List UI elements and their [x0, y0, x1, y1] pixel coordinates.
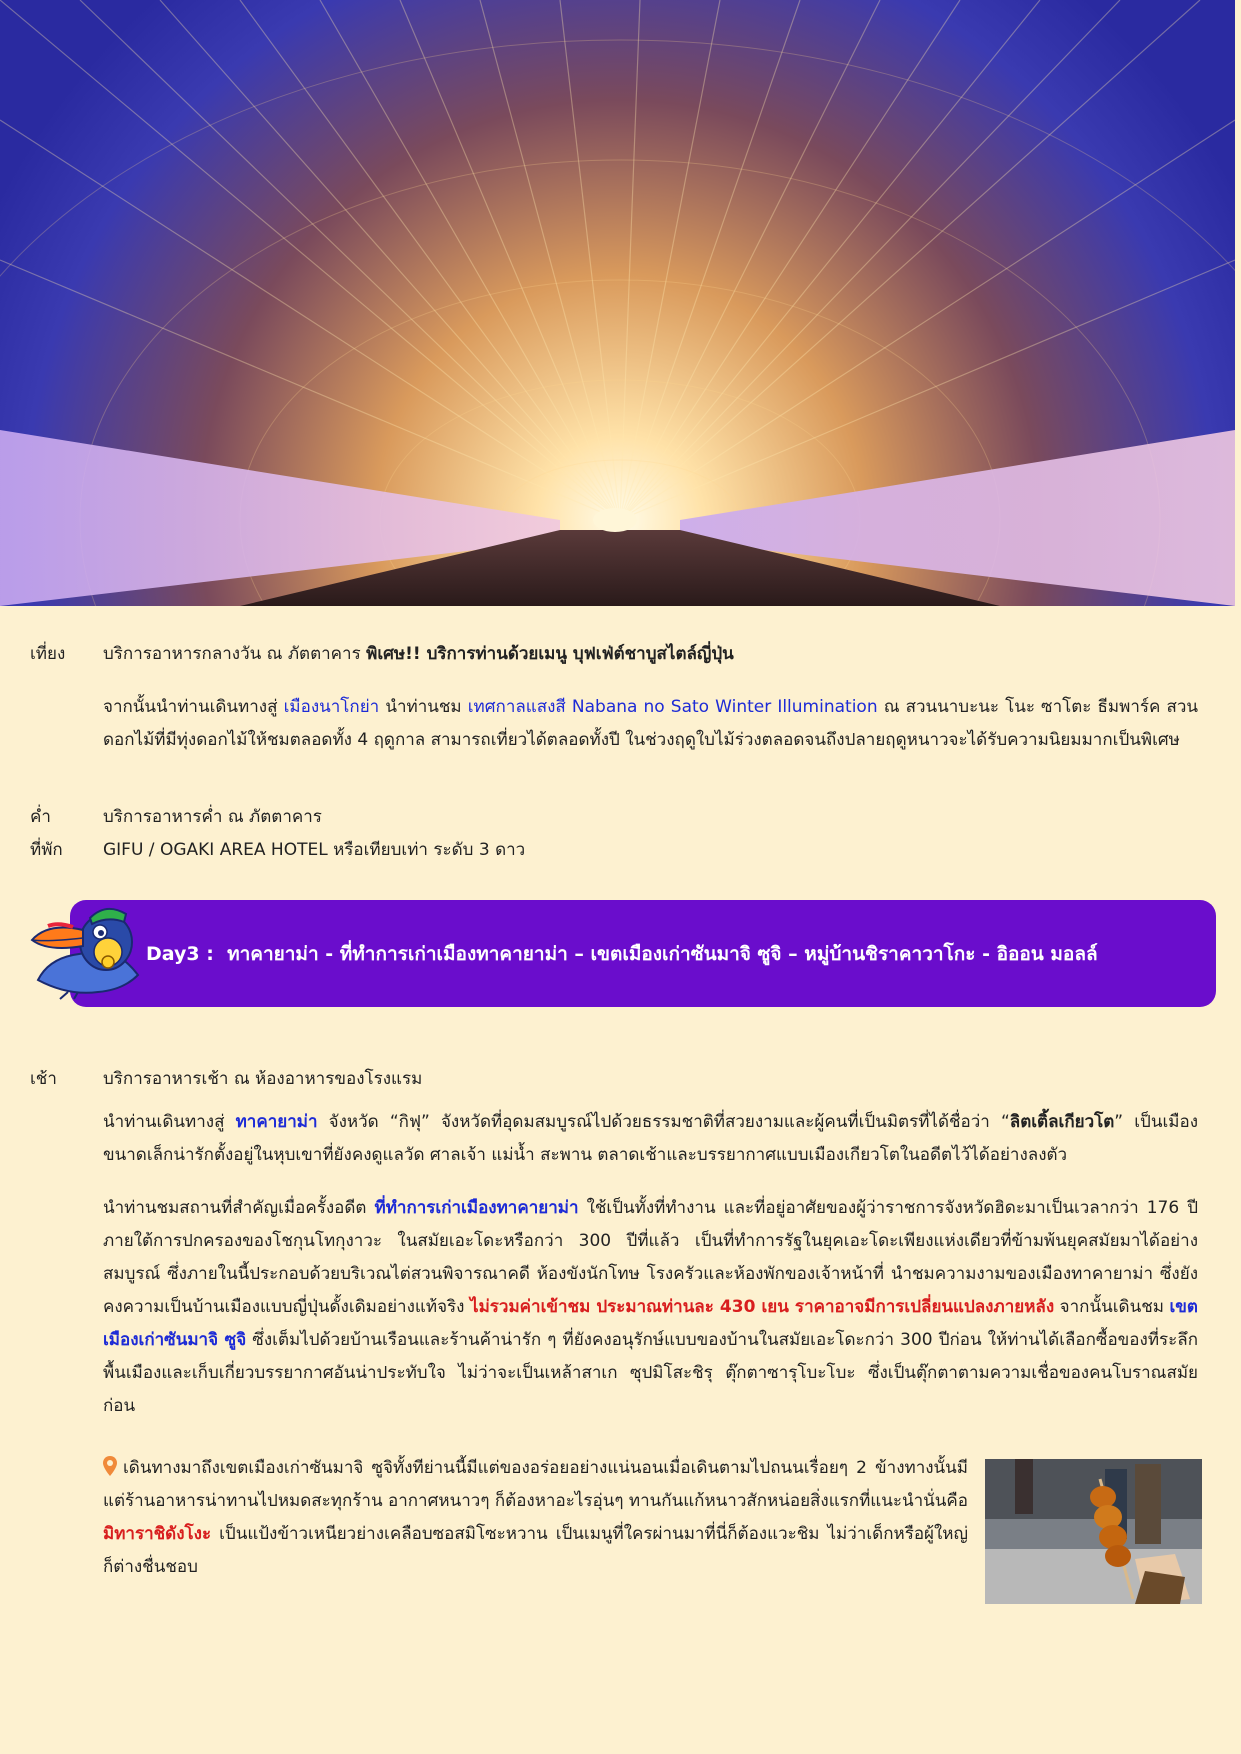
entrance-fee-warning: ไม่รวมค่าเข้าชม ประมาณท่านละ 430 เยน ราคาอาจมีการเปลี่ยนแปลงภายหลัง [470, 1297, 1055, 1317]
dinner-text: บริการอาหารค่ำ ณ ภัตตาคาร [103, 807, 322, 827]
nabana-illumination-link: เทศกาลแสงสี Nabana no Sato Winter Illumination [467, 697, 878, 717]
hotel-label: ที่พัก [30, 840, 63, 860]
takayama-link: ทาคายาม่า [235, 1112, 318, 1132]
sanmachi-suji-link: เขตเมืองเก่าซันมาจิ ซูจิ [103, 1297, 1198, 1350]
jinya-paragraph: นำท่านชมสถานที่สำคัญเมื่อครั้งอดีต ที่ทำการเก่าเมืองทาคายาม่า ใช้เป็นทั้งที่ทำงาน และที่อยู่อาศัยของผู้ว่าราชการจังหวัดฮิดะมาเป็นเวลากว่า 176 ปี ภายใต้การปกครองของโชกุนโทกุงาวะ ในสมัยเอะโดะหรือกว่า 300 ปีที่แล้ว เป็นที่ทำการรัฐในยุคเอะโดะเพียงแห่งเดียวที่ข้ามพ้นยุคสมัยมาได้อย่างสมบูรณ์ ซึ่งภายในนี้ประกอบด้วยบริเวณไต่สวนพิจารณาคดี ห้องขังนักโทษ โรงครัวและห้องพักของเจ้าหน้าที่ นำชมความงามของเมืองทาคายาม่า ซึ่งยังคงความเป็นบ้านเมืองแบบญี่ปุ่นดั้งเดิมอย่างแท้จริง ไม่รวมค่าเข้าชม ประมาณท่านละ 430 เยน ราคาอาจมีการเปลี่ยนแปลงภายหลัง จากนั้นเดินชม เขตเมืองเก่าซันมาจิ ซูจิ ซึ่งเต็มไปด้วยบ้านเรือนและร้านค้าน่ารัก ๆ ที่ยังคงอนุรักษ์แบบของบ้านในสมัยเอะโดะกว่า 300 ปีก่อน ให้ท่านได้เลือกซื้อของที่ระลึกพื้นเมืองและเก็บเกี่ยวบรรยากาศอันน่าประทับใจ ไม่ว่าจะเป็นเหล้าสาเก ซุปมิโสะชิรุ ตุ๊กตาซารุโบะโบะ ซึ่งเป็นตุ๊กตาตามความเชื่อของคนโบราณสมัยก่อน [103, 1198, 1198, 1416]
nagoya-link: เมืองนาโกย่า [283, 697, 380, 717]
dango-skewer-photo [985, 1459, 1202, 1604]
toucan-mascot-icon [28, 900, 146, 1000]
mitarashi-dango-text: มิทาราชิดังโงะ [103, 1524, 212, 1544]
breakfast-label: เช้า [30, 1069, 57, 1089]
dinner-label: ค่ำ [30, 807, 51, 827]
hotel-grade: หรือเทียบเท่า ระดับ 3 ดาว [327, 840, 526, 860]
lunch-text: บริการอาหารกลางวัน ณ ภัตตาคาร [103, 644, 367, 664]
breakfast-text: บริการอาหารเช้า ณ ห้องอาหารของโรงแรม [103, 1069, 423, 1089]
takayama-jinya-link: ที่ทำการเก่าเมืองทาคายาม่า [374, 1198, 579, 1218]
day-banner [70, 900, 1216, 1007]
light-tunnel-photo [0, 0, 1235, 606]
day-number: Day3 : [146, 942, 214, 965]
location-pin-icon [103, 1455, 117, 1475]
takayama-paragraph: นำท่านเดินทางสู่ ทาคายาม่า จังหวัด “กิฟุ” จังหวัดที่อุดมสมบูรณ์ไปด้วยธรรมชาติที่สวยงามและผู้คนที่เป็นมิตรที่ได้ชื่อว่า “ลิตเติ้ลเกียวโต” เป็นเมืองขนาดเล็กน่ารักตั้งอยู่ในหุบเขาที่ยังคงดูแลวัด ศาลเจ้า แม่น้ำ สะพาน ตลาดเช้าและบรรยากาศแบบเมืองเกียวโตในอดีตไว้ได้อย่างลงตัว [103, 1112, 1198, 1165]
little-kyoto-text: ลิตเติ้ลเกียวโต [1009, 1112, 1115, 1132]
day-title: ทาคายาม่า - ที่ทำการเก่าเมืองทาคายาม่า – เขตเมืองเก่าซันมาจิ ซูจิ – หมู่บ้านชิราคาวาโกะ - อิออน มอลล์ [227, 942, 1098, 965]
dango-paragraph: เดินทางมาถึงเขตเมืองเก่าซันมาจิ ซูจิทั้งทีย่านนี้มีแต่ของอร่อยอย่างแน่นอนเมื่อเดินตามไปถนนเรื่อยๆ 2 ข้างทางนั้นมีแต่ร้านอาหารน่าทานไปหมดสะทุกร้าน อากาศหนาวๆ ก็ต้องหาอะไรอุ่นๆ ทานกันแก้หนาวสักหน่อยสิ่งแรกที่แนะนำนั่นคือ มิทาราชิดังโงะ เป็นแป้งข้าวเหนียวย่างเคลือบซอสมิโซะหวาน เป็นเมนูที่ใครผ่านมาที่นี่ก็ต้องแวะชิม ไม่ว่าเด็กหรือผู้ใหญ่ก็ต่างชื่นชอบ [103, 1452, 968, 1584]
lunch-special: พิเศษ!! บริการท่านด้วยเมนู บุฟเฟ่ต์ชาบูสไตล์ญี่ปุ่น [366, 644, 734, 664]
lunch-label: เที่ยง [30, 644, 66, 664]
nabana-paragraph: จากนั้นนำท่านเดินทางสู่ เมืองนาโกย่า นำท่านชม เทศกาลแสงสี Nabana no Sato Winter Illumination ณ สวนนาบะนะ โนะ ซาโตะ ธีมพาร์ค สวนดอกไม้ที่มีทุ่งดอกไม้ให้ชมตลอดทั้ง 4 ฤดูกาล สามารถเที่ยวได้ตลอดทั้งปี ในช่วงฤดูใบไม้ร่วงตลอดจนถึงปลายฤดูหนาวจะได้รับความนิยมมากเป็นพิเศษ [103, 697, 1199, 750]
hotel-name: GIFU / OGAKI AREA HOTEL [103, 840, 328, 860]
